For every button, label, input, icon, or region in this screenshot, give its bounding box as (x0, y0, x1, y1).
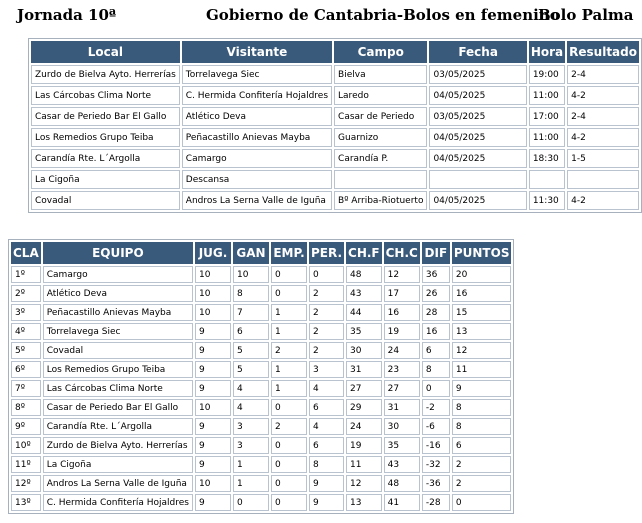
standings-body (11, 266, 511, 511)
matches-cell: Bº Arriba-Riotuerto (334, 191, 427, 210)
standings-cell: 29 (346, 399, 382, 416)
standings-cell: Peñacastillo Anievas Mayba (43, 304, 193, 321)
standings-cell: 35 (384, 437, 420, 454)
matches-cell: Peñacastillo Anievas Mayba (182, 128, 332, 147)
round-title: Jornada 10ª (17, 6, 117, 24)
standings-cell: 10 (195, 285, 231, 302)
table-row (11, 266, 511, 283)
standings-cell: 2 (271, 418, 307, 435)
standings-cell: 19 (384, 323, 420, 340)
standings-cell: 30 (346, 342, 382, 359)
standings-cell: 44 (346, 304, 382, 321)
table-row (11, 494, 511, 511)
standings-column-header: EMP. (271, 242, 307, 264)
standings-cell: 5 (233, 342, 269, 359)
standings-cell: 2 (309, 304, 344, 321)
standings-cell: 17 (384, 285, 420, 302)
standings-column-header: CH.F (346, 242, 382, 264)
matches-column-header: Campo (334, 41, 427, 63)
standings-cell: 16 (452, 285, 512, 302)
standings-cell: 0 (452, 494, 512, 511)
standings-cell: 8 (422, 361, 450, 378)
matches-cell: 4-2 (567, 86, 639, 105)
standings-header-row (11, 242, 511, 264)
standings-cell: Andros La Serna Valle de Iguña (43, 475, 193, 492)
standings-cell: 0 (271, 456, 307, 473)
matches-column-header: Hora (529, 41, 565, 63)
table-row (11, 285, 511, 302)
standings-column-header: CLA (11, 242, 41, 264)
matches-cell: 04/05/2025 (429, 86, 526, 105)
matches-table (28, 38, 642, 213)
standings-cell: 19 (346, 437, 382, 454)
standings-cell: 1 (271, 304, 307, 321)
matches-cell: Laredo (334, 86, 427, 105)
standings-cell: 1 (271, 380, 307, 397)
standings-cell: 35 (346, 323, 382, 340)
standings-cell: 9 (195, 437, 231, 454)
standings-cell: 0 (271, 285, 307, 302)
standings-cell: 0 (309, 266, 344, 283)
standings-cell: Los Remedios Grupo Teiba (43, 361, 193, 378)
table-row (31, 107, 639, 126)
table-row (11, 380, 511, 397)
matches-cell: Los Remedios Grupo Teiba (31, 128, 180, 147)
standings-cell: Camargo (43, 266, 193, 283)
matches-cell: Descansa (182, 170, 332, 189)
standings-cell: 9 (195, 380, 231, 397)
standings-cell: 12 (452, 342, 512, 359)
table-row (11, 361, 511, 378)
standings-cell: 9 (195, 456, 231, 473)
competition-title: Gobierno de Cantabria-Bolos en femenino (206, 6, 560, 24)
standings-cell: 0 (271, 494, 307, 511)
standings-cell: 4º (11, 323, 41, 340)
standings-cell: Carandía Rte. L´Argolla (43, 418, 193, 435)
standings-cell: 48 (384, 475, 420, 492)
standings-cell: 4 (309, 380, 344, 397)
standings-cell: 13º (11, 494, 41, 511)
standings-cell: 8 (452, 399, 512, 416)
standings-cell: Atlético Deva (43, 285, 193, 302)
standings-cell: Torrelavega Siec (43, 323, 193, 340)
standings-cell: 2 (452, 475, 512, 492)
standings-cell: 9 (195, 323, 231, 340)
standings-cell: 31 (384, 399, 420, 416)
standings-cell: 23 (384, 361, 420, 378)
standings-cell: 9 (195, 342, 231, 359)
standings-cell: 2 (309, 342, 344, 359)
standings-cell: 9 (195, 361, 231, 378)
standings-cell: 3 (233, 418, 269, 435)
standings-cell: Las Cárcobas Clima Norte (43, 380, 193, 397)
standings-cell: 12 (384, 266, 420, 283)
standings-cell: 48 (346, 266, 382, 283)
matches-cell: 2-4 (567, 65, 639, 84)
standings-column-header: CH.C (384, 242, 420, 264)
standings-cell: -6 (422, 418, 450, 435)
standings-cell: 10 (233, 266, 269, 283)
standings-cell: 6 (309, 399, 344, 416)
standings-cell: Zurdo de Bielva Ayto. Herrerías (43, 437, 193, 454)
standings-cell: 5 (233, 361, 269, 378)
standings-cell: 1 (233, 456, 269, 473)
standings-cell: 2 (309, 285, 344, 302)
matches-body (31, 65, 639, 210)
standings-cell: 36 (422, 266, 450, 283)
standings-cell: -2 (422, 399, 450, 416)
table-row (11, 475, 511, 492)
matches-cell: 11:30 (529, 191, 565, 210)
standings-cell: -32 (422, 456, 450, 473)
matches-cell: 03/05/2025 (429, 107, 526, 126)
standings-cell: 24 (346, 418, 382, 435)
matches-cell: Casar de Periedo Bar El Gallo (31, 107, 180, 126)
standings-column-header: GAN (233, 242, 269, 264)
standings-cell: 1 (271, 323, 307, 340)
standings-cell: 30 (384, 418, 420, 435)
standings-cell: 12 (346, 475, 382, 492)
standings-cell: 27 (346, 380, 382, 397)
standings-cell: 0 (271, 266, 307, 283)
table-row (31, 149, 639, 168)
standings-cell: 24 (384, 342, 420, 359)
table-row (31, 128, 639, 147)
matches-cell: 4-2 (567, 128, 639, 147)
standings-cell: 6 (309, 437, 344, 454)
matches-cell: 17:00 (529, 107, 565, 126)
standings-cell: 0 (233, 494, 269, 511)
standings-cell: Casar de Periedo Bar El Gallo (43, 399, 193, 416)
standings-cell: 6º (11, 361, 41, 378)
standings-cell: 5º (11, 342, 41, 359)
standings-cell: 4 (233, 380, 269, 397)
standings-table (8, 239, 514, 514)
standings-cell: 28 (422, 304, 450, 321)
standings-cell: C. Hermida Confitería Hojaldres (43, 494, 193, 511)
standings-cell: 11º (11, 456, 41, 473)
matches-cell: 18:30 (529, 149, 565, 168)
standings-cell: Covadal (43, 342, 193, 359)
matches-cell (429, 170, 526, 189)
standings-cell: 4 (309, 418, 344, 435)
matches-cell: Carandía Rte. L´Argolla (31, 149, 180, 168)
standings-cell: 7 (233, 304, 269, 321)
standings-cell: 8 (452, 418, 512, 435)
standings-cell: -28 (422, 494, 450, 511)
matches-column-header: Visitante (182, 41, 332, 63)
standings-cell: 10 (195, 266, 231, 283)
standings-cell: 31 (346, 361, 382, 378)
standings-cell: 2 (271, 342, 307, 359)
matches-cell: Torrelavega Siec (182, 65, 332, 84)
standings-cell: 9º (11, 418, 41, 435)
standings-cell: -16 (422, 437, 450, 454)
standings-cell: 6 (452, 437, 512, 454)
standings-cell: 3º (11, 304, 41, 321)
standings-cell: 9 (195, 494, 231, 511)
standings-cell: La Cigoña (43, 456, 193, 473)
matches-cell: Carandía P. (334, 149, 427, 168)
standings-cell: 13 (452, 323, 512, 340)
table-row (11, 437, 511, 454)
matches-cell: Zurdo de Bielva Ayto. Herrerías (31, 65, 180, 84)
table-row (11, 304, 511, 321)
standings-column-header: DIF (422, 242, 450, 264)
matches-cell: 04/05/2025 (429, 128, 526, 147)
standings-cell: 13 (346, 494, 382, 511)
matches-cell (529, 170, 565, 189)
standings-cell: 16 (384, 304, 420, 321)
standings-cell: 3 (309, 361, 344, 378)
standings-cell: -36 (422, 475, 450, 492)
modality-title: Bolo Palma (538, 6, 634, 24)
table-row (31, 191, 639, 210)
standings-cell: 6 (233, 323, 269, 340)
standings-cell: 0 (422, 380, 450, 397)
matches-column-header: Resultado (567, 41, 639, 63)
standings-column-header: PER. (309, 242, 344, 264)
standings-cell: 11 (452, 361, 512, 378)
matches-cell: Casar de Periedo (334, 107, 427, 126)
matches-column-header: Fecha (429, 41, 526, 63)
standings-cell: 8 (233, 285, 269, 302)
matches-cell: Guarnizo (334, 128, 427, 147)
standings-cell: 9 (309, 494, 344, 511)
standings-cell: 15 (452, 304, 512, 321)
matches-cell: 11:00 (529, 86, 565, 105)
standings-cell: 0 (271, 437, 307, 454)
table-row (11, 342, 511, 359)
standings-column-header: PUNTOS (452, 242, 512, 264)
standings-cell: 10 (195, 475, 231, 492)
table-row (31, 65, 639, 84)
matches-cell (567, 170, 639, 189)
standings-cell: 1 (233, 475, 269, 492)
matches-column-header: Local (31, 41, 180, 63)
matches-cell: La Cigoña (31, 170, 180, 189)
table-row (11, 418, 511, 435)
matches-cell: Bielva (334, 65, 427, 84)
standings-cell: 27 (384, 380, 420, 397)
standings-cell: 10 (195, 304, 231, 321)
standings-cell: 20 (452, 266, 512, 283)
matches-header-row (31, 41, 639, 63)
matches-cell: 11:00 (529, 128, 565, 147)
matches-cell: Camargo (182, 149, 332, 168)
standings-cell: 16 (422, 323, 450, 340)
standings-cell: 1º (11, 266, 41, 283)
matches-cell: Atlético Deva (182, 107, 332, 126)
standings-cell: 8º (11, 399, 41, 416)
matches-cell: Las Cárcobas Clima Norte (31, 86, 180, 105)
standings-cell: 3 (233, 437, 269, 454)
standings-cell: 43 (384, 456, 420, 473)
standings-cell: 0 (271, 399, 307, 416)
standings-cell: 10 (195, 399, 231, 416)
standings-cell: 8 (309, 456, 344, 473)
table-row (11, 323, 511, 340)
table-row (31, 86, 639, 105)
standings-cell: 0 (271, 475, 307, 492)
standings-cell: 26 (422, 285, 450, 302)
standings-cell: 12º (11, 475, 41, 492)
matches-cell: 1-5 (567, 149, 639, 168)
standings-cell: 10º (11, 437, 41, 454)
matches-cell: 4-2 (567, 191, 639, 210)
standings-cell: 9 (195, 418, 231, 435)
table-row (11, 399, 511, 416)
standings-cell: 4 (233, 399, 269, 416)
table-row (31, 170, 639, 189)
standings-cell: 41 (384, 494, 420, 511)
matches-cell (334, 170, 427, 189)
matches-cell: 2-4 (567, 107, 639, 126)
standings-cell: 2º (11, 285, 41, 302)
matches-cell: C. Hermida Confitería Hojaldres (182, 86, 332, 105)
matches-cell: Andros La Serna Valle de Iguña (182, 191, 332, 210)
standings-cell: 2 (309, 323, 344, 340)
standings-cell: 2 (452, 456, 512, 473)
standings-cell: 6 (422, 342, 450, 359)
matches-cell: 04/05/2025 (429, 191, 526, 210)
standings-column-header: EQUIPO (43, 242, 193, 264)
matches-cell: Covadal (31, 191, 180, 210)
matches-cell: 03/05/2025 (429, 65, 526, 84)
standings-cell: 7º (11, 380, 41, 397)
standings-cell: 1 (271, 361, 307, 378)
standings-cell: 43 (346, 285, 382, 302)
standings-cell: 9 (309, 475, 344, 492)
table-row (11, 456, 511, 473)
standings-column-header: JUG. (195, 242, 231, 264)
matches-cell: 19:00 (529, 65, 565, 84)
matches-cell: 04/05/2025 (429, 149, 526, 168)
standings-cell: 9 (452, 380, 512, 397)
standings-cell: 11 (346, 456, 382, 473)
